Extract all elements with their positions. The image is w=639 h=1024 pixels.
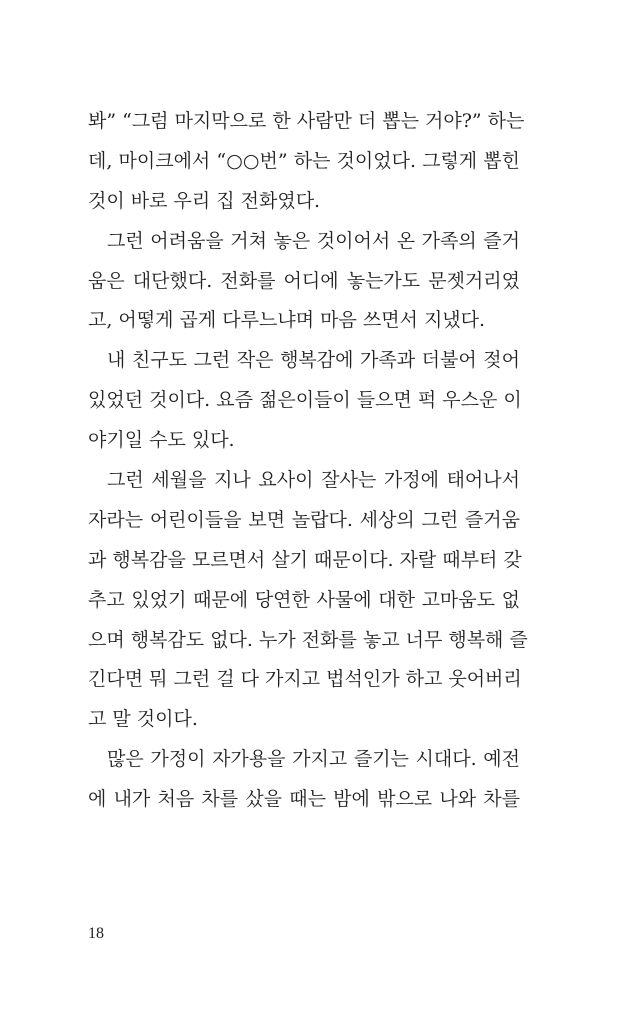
text-line: 것이 바로 우리 집 전화였다. bbox=[88, 189, 321, 212]
text-line: 으며 행복감도 없다. 누가 전화를 놓고 너무 행복해 즐 bbox=[88, 628, 528, 651]
text-line: 그런 어려움을 거쳐 놓은 것이어서 온 가족의 즐거 bbox=[107, 229, 520, 252]
text-line: 봐” “그럼 마지막으로 한 사람만 더 뽑는 거야?” 하는 bbox=[88, 110, 525, 132]
text-line: 에 내가 처음 차를 샀을 때는 밤에 밖으로 나와 차를 bbox=[88, 788, 520, 811]
text-line: 고, 어떻게 곱게 다루느냐며 마음 쓰면서 지냈다. bbox=[88, 309, 486, 332]
text-line: 고 말 것이다. bbox=[88, 708, 198, 731]
text-line: 긴다면 뭐 그런 걸 다 가지고 법석인가 하고 웃어버리 bbox=[88, 668, 522, 691]
text-line: 움은 대단했다. 전화를 어디에 놓는가도 문젯거리였 bbox=[88, 269, 520, 292]
text-line: 야기일 수도 있다. bbox=[88, 429, 235, 452]
page-number: 18 bbox=[88, 925, 104, 942]
text-line: 내 친구도 그런 작은 행복감에 가족과 더불어 젖어 bbox=[107, 349, 520, 372]
text-line: 많은 가정이 자가용을 가지고 즐기는 시대다. 예전 bbox=[107, 748, 520, 771]
text-line: 데, 마이크에서 “○○번” 하는 것이었다. 그렇게 뽑힌 bbox=[88, 149, 520, 172]
text-line: 그런 세월을 지나 요사이 잘사는 가정에 태어나서 bbox=[107, 469, 520, 492]
text-line: 과 행복감을 모르면서 살기 때문이다. 자랄 때부터 갖 bbox=[88, 548, 522, 571]
text-line: 있었던 것이다. 요즘 젊은이들이 들으면 퍽 우스운 이 bbox=[88, 389, 522, 412]
body-text bbox=[88, 103, 528, 821]
text-line: 자라는 어린이들을 보면 놀랍다. 세상의 그런 즐거움 bbox=[88, 508, 520, 531]
text-line: 추고 있었기 때문에 당연한 사물에 대한 고마움도 없 bbox=[88, 588, 520, 611]
